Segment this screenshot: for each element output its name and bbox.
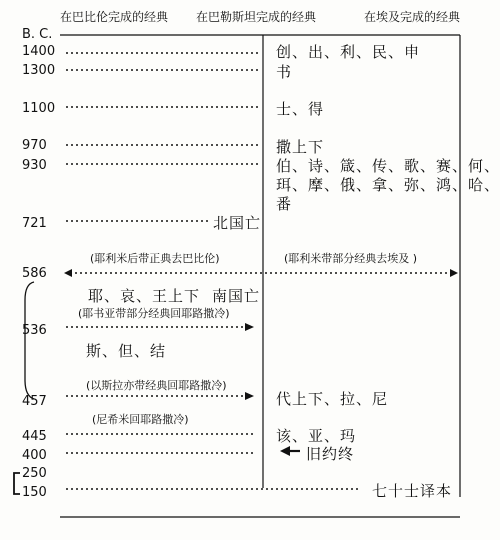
septuagint-label: 七十士译本 — [372, 482, 453, 500]
arrowhead-536 — [245, 323, 254, 331]
year-label: 536 — [22, 323, 47, 338]
year-label: 586 — [22, 266, 47, 281]
north-kingdom-fall-label: 北国亡 — [213, 214, 262, 232]
year-label: 150 — [22, 485, 47, 500]
year-label: 1100 — [22, 101, 56, 116]
arrowhead-457 — [245, 392, 254, 400]
books-930-line1: 伯、诗、箴、传、歌、赛、何、 — [276, 157, 500, 175]
year-label: 457 — [22, 394, 47, 409]
note-jeremiah-egypt: (耶利米带部分经典去埃及 ) — [284, 252, 418, 265]
note-zerubbabel: (耶书亚带部分经典回耶路撒冷) — [78, 307, 230, 320]
year-label: 970 — [22, 138, 47, 153]
note-nehemiah: (尼希米回耶路撒冷) — [92, 413, 189, 426]
south-kingdom-fall-label: 南国亡 — [212, 287, 261, 305]
books-445: 该、亚、玛 — [276, 427, 357, 445]
arrowhead-right — [450, 269, 458, 277]
arrowhead-left — [64, 269, 72, 277]
books-1400: 创、出、利、民、申 — [276, 43, 421, 61]
septuagint-bracket — [14, 473, 20, 494]
header-babylon: 在巴比伦完成的经典 — [60, 10, 169, 24]
books-457: 代上下、拉、尼 — [276, 390, 389, 408]
axis-label-bc: B. C. — [22, 27, 53, 42]
books-930-line2: 珥、摩、俄、拿、弥、鸿、哈、 — [276, 176, 500, 194]
year-label: 445 — [22, 429, 47, 444]
year-label: 721 — [22, 216, 47, 231]
year-label: 400 — [22, 448, 47, 463]
books-586: 耶、哀、王上下 — [88, 287, 201, 305]
header-egypt: 在埃及完成的经典 — [364, 10, 461, 24]
old-testament-end-label: 旧约终 — [306, 445, 355, 463]
note-ezra: (以斯拉亦带经典回耶路撒冷) — [86, 379, 227, 392]
year-label: 930 — [22, 158, 47, 173]
books-536: 斯、但、结 — [86, 342, 167, 360]
note-jeremiah-babylon: (耶利米后带正典去巴比伦) — [90, 252, 220, 265]
year-label: 1400 — [22, 44, 56, 59]
header-palestine: 在巴勒斯坦完成的经典 — [196, 10, 317, 24]
year-label: 1300 — [22, 63, 56, 78]
old-testament-end-arrowhead — [280, 446, 290, 456]
books-930-line3: 番 — [276, 195, 293, 213]
books-1100: 士、得 — [276, 100, 325, 118]
books-970: 撒上下 — [276, 138, 325, 156]
books-1300: 书 — [276, 63, 293, 81]
year-label: 250 — [22, 466, 47, 481]
exile-bracket — [25, 282, 34, 399]
